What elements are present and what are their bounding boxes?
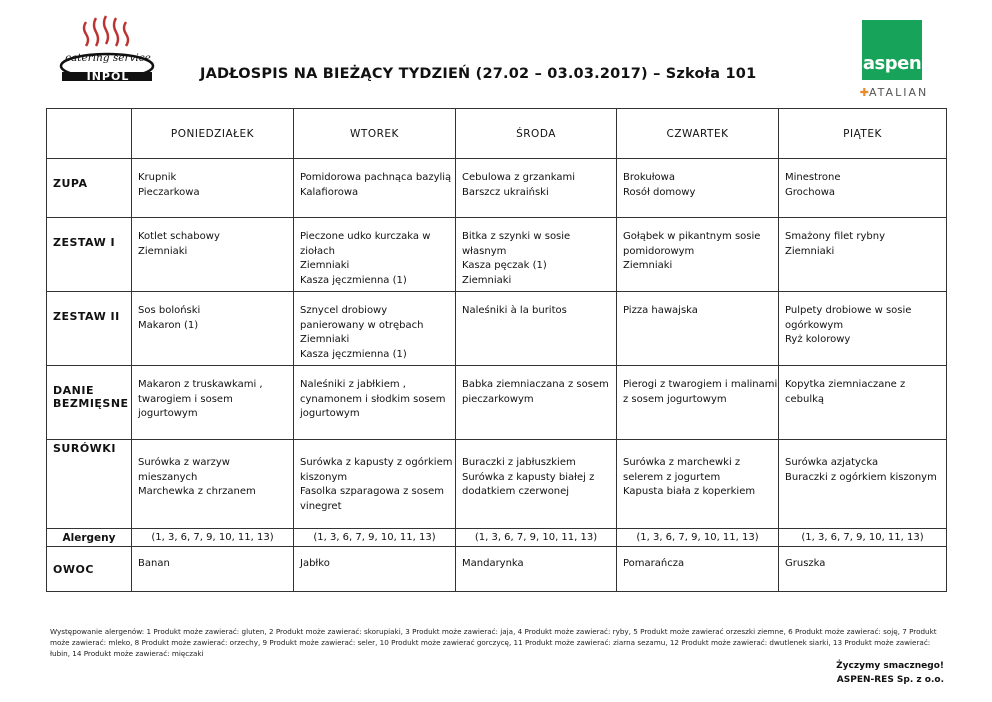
- allergen-cell: (1, 3, 6, 7, 9, 10, 11, 13): [132, 529, 294, 547]
- row-label-line: ZESTAW II: [53, 310, 120, 323]
- atalian-logo: [846, 86, 942, 99]
- dish-line: vinegret: [300, 500, 342, 512]
- atalian-mark-icon: ✚: [859, 86, 870, 99]
- dish-line: Buraczki z ogórkiem kiszonym: [785, 471, 937, 483]
- dish-line: Barszcz ukraiński: [462, 186, 549, 198]
- menu-cell: [294, 218, 456, 292]
- dish-line: selerem z jogurtem: [623, 471, 721, 483]
- dish-line: Surówka z marchewki z: [623, 457, 741, 468]
- allergen-footnote: Występowanie alergenów: 1 Produkt może zawierać: gluten, 2 Produkt może zawierać: skorupiaki, 3 Produkt może zawierać: jaja, 4 Produkt może zawierać: ryby, 5 Produkt może zawierać orzeszki ziemne, 6 Produkt może zawierać: soję, 7 Produkt może zawierać: mleko, 8 Produkt może zawierać: orzechy, 9 Produkt może zawierać: seler, 10 Produkt może zawierać gorczycę, 11 Produkt może zawierać: ziarna sezamu, 12 Produkt może zawierać: dwutlenek siarki, 13 Produkt może zawierać: łubin, 14 Produkt może zawierać: mięczaki: [50, 627, 937, 658]
- dish-line: kiszonym: [300, 471, 348, 483]
- dish-line: własnym: [462, 245, 507, 257]
- dish-line: Ryż kolorowy: [785, 334, 851, 346]
- inpol-logo-text: INPOL: [86, 70, 130, 83]
- dish-line: Ziemniaki: [138, 245, 188, 257]
- dish-line: Pizza hawajska: [623, 305, 698, 316]
- day-header-thu: CZWARTEK: [617, 109, 779, 159]
- menu-row-soup: [47, 159, 947, 218]
- menu-cell: [456, 159, 617, 218]
- page-title: JADŁOSPIS NA BIEŻĄCY TYDZIEŃ (27.02 – 03.03.2017) – Szkoła 101: [200, 66, 757, 82]
- dish-line: z sosem jogurtowym: [623, 393, 727, 405]
- menu-row-vegetarian: [47, 366, 947, 440]
- menu-cell: [132, 440, 294, 529]
- row-label-fruit: OWOC: [47, 547, 132, 592]
- dish-line: Minestrone: [785, 172, 841, 183]
- menu-cell: [294, 292, 456, 366]
- menu-cell: [132, 366, 294, 440]
- dish-line: Pieczone udko kurczaka w: [300, 231, 431, 242]
- dish-line: Marchewka z chrzanem: [138, 486, 256, 498]
- dish-line: Sznycel drobiowy: [300, 305, 388, 316]
- aspen-logo-box: [862, 20, 922, 80]
- row-label-line: SURÓWKI: [53, 442, 116, 455]
- dish-line: Kapusta biała z koperkiem: [623, 486, 756, 498]
- menu-row-fruit: [47, 547, 947, 592]
- dish-line: ziołach: [300, 245, 335, 257]
- dish-line: Pomidorowa pachnąca bazylią: [300, 172, 452, 183]
- menu-cell: [779, 218, 947, 292]
- catering-logo-text: catering service: [65, 52, 151, 64]
- menu-table: [46, 108, 947, 592]
- dish-line: Bitka z szynki w sosie: [462, 231, 571, 242]
- dish-line: mieszanych: [138, 471, 198, 483]
- menu-cell: [294, 366, 456, 440]
- corner-cell: [47, 109, 132, 159]
- row-label-line: ZESTAW I: [53, 236, 116, 249]
- menu-cell: [779, 366, 947, 440]
- menu-cell: [294, 159, 456, 218]
- row-label-soup: [47, 159, 132, 218]
- row-label-set-2: [47, 292, 132, 366]
- company-name: ASPEN-RES Sp. z o.o.: [836, 675, 944, 685]
- allergen-row: [47, 529, 947, 547]
- row-label-set-1: [47, 218, 132, 292]
- dish-line: Ziemniaki: [785, 245, 835, 257]
- dish-line: Pierogi z twarogiem i malinami: [623, 379, 778, 390]
- menu-cell: [617, 366, 779, 440]
- allergen-cell: (1, 3, 6, 7, 9, 10, 11, 13): [294, 529, 456, 547]
- dish-line: Kotlet schabowy: [138, 231, 220, 242]
- dish-line: Kopytka ziemniaczane z: [785, 379, 906, 390]
- dish-line: Kalafiorowa: [300, 186, 359, 198]
- dish-line: Naleśniki z jabłkiem ,: [300, 379, 406, 390]
- fruit-cell: Mandarynka: [456, 547, 617, 592]
- menu-row-set-2: [47, 292, 947, 366]
- day-header-mon: PONIEDZIAŁEK: [132, 109, 294, 159]
- day-header-row: [47, 109, 947, 159]
- dish-line: Babka ziemniaczana z sosem: [462, 379, 609, 390]
- menu-cell: [617, 159, 779, 218]
- menu-body: [47, 159, 947, 592]
- aspen-logo-text: aspen: [862, 53, 922, 74]
- row-label-line: BEZMIĘSNE: [53, 397, 129, 410]
- dish-line: jogurtowym: [138, 408, 198, 420]
- menu-cell: [456, 292, 617, 366]
- dish-line: Naleśniki à la buritos: [462, 305, 567, 316]
- dish-line: cynamonem i słodkim sosem: [300, 393, 446, 405]
- dish-line: Krupnik: [138, 172, 177, 183]
- allergen-cell: (1, 3, 6, 7, 9, 10, 11, 13): [779, 529, 947, 547]
- fruit-cell: Gruszka: [779, 547, 947, 592]
- menu-cell: [294, 440, 456, 529]
- fruit-cell: Banan: [132, 547, 294, 592]
- closing-wish: Życzymy smacznego!: [836, 661, 944, 671]
- dish-line: Makaron (1): [138, 319, 199, 331]
- dish-line: Ziemniaki: [300, 334, 350, 346]
- dish-line: Makaron z truskawkami ,: [138, 379, 263, 390]
- dish-line: Surówka z kapusty z ogórkiem: [300, 457, 453, 468]
- dish-line: Pieczarkowa: [138, 186, 200, 198]
- row-label-line: ZUPA: [53, 177, 88, 190]
- dish-line: Sos boloński: [138, 305, 201, 316]
- dish-line: Grochowa: [785, 186, 836, 198]
- row-label-line: DANIE: [53, 384, 94, 397]
- dish-line: Ziemniaki: [462, 274, 512, 286]
- menu-cell: [456, 440, 617, 529]
- menu-cell: [132, 292, 294, 366]
- row-label-vegetarian: [47, 366, 132, 440]
- menu-cell: [617, 292, 779, 366]
- menu-cell: [132, 159, 294, 218]
- dish-line: pomidorowym: [623, 245, 695, 257]
- dish-line: Surówka azjatycka: [785, 457, 879, 468]
- dish-line: Pulpety drobiowe w sosie: [785, 305, 912, 316]
- allergen-label: Alergeny: [47, 529, 132, 547]
- aspen-logo: [846, 20, 942, 102]
- menu-cell: [456, 218, 617, 292]
- dish-line: Buraczki z jabłuszkiem: [462, 457, 576, 468]
- dish-line: Kasza jęczmienna (1): [300, 274, 407, 286]
- menu-cell: [617, 440, 779, 529]
- dish-line: Ziemniaki: [623, 260, 673, 272]
- day-header-fri: PIĄTEK: [779, 109, 947, 159]
- day-header-wed: ŚRODA: [456, 109, 617, 159]
- allergen-cell: (1, 3, 6, 7, 9, 10, 11, 13): [456, 529, 617, 547]
- dish-line: twarogiem i sosem: [138, 393, 233, 405]
- dish-line: jogurtowym: [300, 408, 360, 420]
- catering-logo: [52, 14, 162, 90]
- menu-row-set-1: [47, 218, 947, 292]
- dish-line: ogórkowym: [785, 319, 844, 331]
- menu-cell: [456, 366, 617, 440]
- dish-line: Surówka z warzyw: [138, 457, 230, 468]
- fruit-cell: Jabłko: [294, 547, 456, 592]
- dish-line: Cebulowa z grzankami: [462, 172, 576, 183]
- dish-line: cebulką: [785, 393, 825, 405]
- dish-line: Ziemniaki: [300, 260, 350, 272]
- dish-line: Fasolka szparagowa z sosem: [300, 486, 444, 498]
- dish-line: dodatkiem czerwonej: [462, 486, 570, 498]
- menu-cell: [779, 292, 947, 366]
- menu-cell: [617, 218, 779, 292]
- dish-line: Kasza jęczmienna (1): [300, 348, 407, 360]
- dish-line: Brokułowa: [623, 172, 675, 183]
- dish-line: panierowany w otrębach: [300, 319, 424, 331]
- dish-line: Surówka z kapusty białej z: [462, 471, 595, 483]
- row-label-salads: [47, 440, 132, 529]
- day-header-tue: WTOREK: [294, 109, 456, 159]
- menu-cell: [779, 440, 947, 529]
- dish-line: Gołąbek w pikantnym sosie: [623, 231, 761, 242]
- menu-cell: [132, 218, 294, 292]
- allergen-cell: (1, 3, 6, 7, 9, 10, 11, 13): [617, 529, 779, 547]
- fruit-cell: Pomarańcza: [617, 547, 779, 592]
- menu-row-salads: [47, 440, 947, 529]
- atalian-logo-text: ATALIAN: [869, 86, 929, 99]
- dish-line: Kasza pęczak (1): [462, 260, 547, 272]
- dish-line: Rosół domowy: [623, 186, 696, 198]
- dish-line: pieczarkowym: [462, 393, 534, 405]
- dish-line: Smażony filet rybny: [785, 231, 885, 242]
- menu-cell: [779, 159, 947, 218]
